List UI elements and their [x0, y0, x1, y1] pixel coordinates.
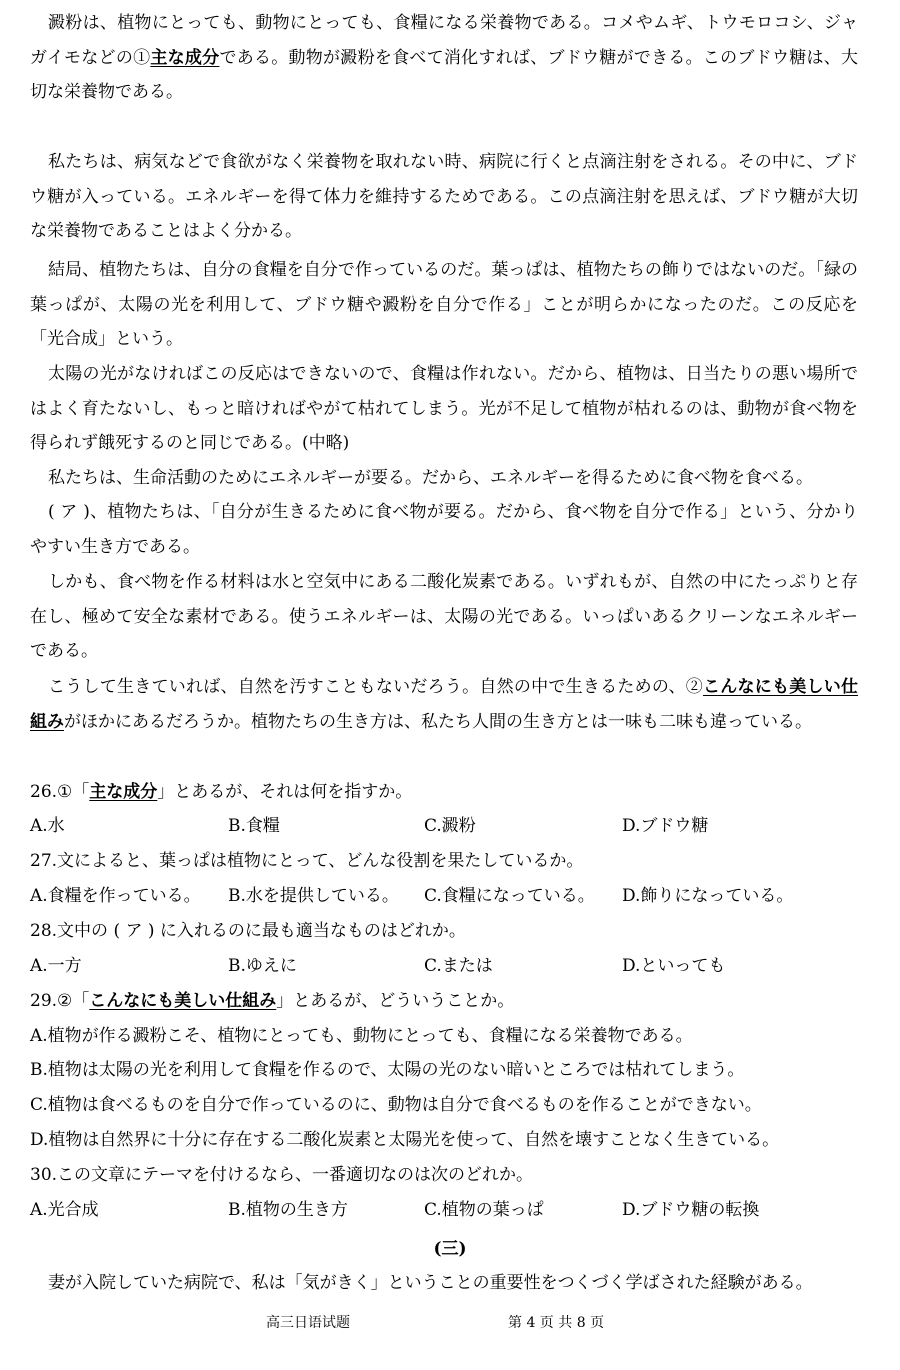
question-27: 27.文によると、葉っぱは植物にとって、どんな役割を果たしているか。	[30, 851, 584, 871]
section-heading: (三)	[433, 1239, 467, 1259]
underlined-phrase-2: こんなにも美しい仕組み	[30, 677, 858, 732]
passage-paragraph-2: 私たちは、病気などで食欲がなく栄養物を取れない時、病院に行くと点滴注射をされる。その中に、ブドウ糖が入っている。エネルギーを得て体力を維持するためである。この点滴注射を思えば、ブドウ糖が大切な栄養物であることはよく分かる。	[30, 152, 858, 242]
option-a: A.一方	[30, 956, 82, 976]
option-a: A.食糧を作っている。	[30, 886, 201, 906]
passage-paragraph-5: 私たちは、生命活動のためにエネルギーが要る。だから、エネルギーを得るために食べ物を食べる。	[48, 468, 813, 488]
question-26: 26.①「主な成分」とあるが、それは何を指すか。	[30, 782, 413, 802]
question-27-options	[30, 879, 870, 913]
option-d: D.植物は自然界に十分に存在する二酸化炭素と太陽光を使って、自然を壊すことなく生きている。	[30, 1130, 780, 1150]
option-a: A.光合成	[30, 1200, 99, 1220]
option-b: B.食糧	[228, 816, 280, 836]
passage-text: 澱粉は、植物にとっても、動物にとっても、食糧になる栄養物である。コメやムギ、トウモロコシ、ジャガイモなどの①	[30, 13, 858, 68]
passage-paragraph-8	[30, 670, 858, 739]
underlined-phrase-1: 主な成分	[150, 47, 220, 68]
option-b: B.水を提供している。	[228, 886, 399, 906]
option-d: D.ブドウ糖	[622, 816, 709, 836]
question-26-options	[30, 809, 870, 843]
option-d: D.といっても	[622, 956, 726, 976]
option-b: B.植物の生き方	[228, 1200, 348, 1220]
question-28-options	[30, 949, 870, 983]
question-29-underlined: こんなにも美しい仕組み	[89, 991, 277, 1011]
passage-text: である。動物が澱粉を食べて消化すれば、ブドウ糖ができる。このブドウ糖は、大切な栄養物である。	[30, 47, 859, 103]
question-30: 30.この文章にテーマを付けるなら、一番適切なのは次のどれか。	[30, 1165, 534, 1185]
footer-exam-title: 高三日语试题	[266, 1315, 350, 1331]
question-26-underlined: 主な成分	[89, 782, 158, 802]
passage-paragraph-3: 結局、植物たちは、自分の食糧を自分で作っているのだ。葉っぱは、植物たちの飾りではないのだ。「緑の葉っぱが、太陽の光を利用して、ブドウ糖や澱粉を自分で作る」ことが明らかになったのだ。この反応を「光合成」という。	[30, 260, 858, 350]
option-c: C.または	[424, 956, 493, 976]
option-a: A.植物が作る澱粉こそ、植物にとっても、動物にとっても、食糧になる栄養物である。	[30, 1026, 693, 1046]
passage-text: こうして生きていれば、自然を汚すこともないだろう。自然の中で生きるための、②	[48, 677, 703, 697]
option-c: C.植物の葉っぱ	[424, 1200, 544, 1220]
question-28: 28.文中の ( ア ) に入れるのに最も適当なものはどれか。	[30, 921, 466, 941]
option-d: D.飾りになっている。	[622, 886, 794, 906]
passage-paragraph-1	[30, 6, 858, 110]
option-c: C.植物は食べるものを自分で作っているのに、動物は自分で食べるものを作ることができない。	[30, 1095, 762, 1115]
passage-paragraph-6: ( ア )、植物たちは、「自分が生きるために食べ物が要る。だから、食べ物を自分で作る」という、分かりやすい生き方である。	[30, 502, 858, 557]
question-29: 29.②「こんなにも美しい仕組み」とあるが、どういうことか。	[30, 991, 515, 1011]
option-c: C.食糧になっている。	[424, 886, 595, 906]
option-b: B.植物は太陽の光を利用して食糧を作るので、太陽の光のない暗いところでは枯れてしまう。	[30, 1060, 745, 1080]
passage-text: がほかにあるだろうか。植物たちの生き方は、私たち人間の生き方とは一味も二味も違っている。	[64, 711, 812, 732]
option-c: C.澱粉	[424, 816, 476, 836]
footer-page-number: 第 4 页 共 8 页	[508, 1315, 605, 1331]
passage-paragraph-4: 太陽の光がなければこの反応はできないので、食糧は作れない。だから、植物は、日当たりの悪い場所ではよく育たないし、もっと暗ければやがて枯れてしまう。光が不足して植物が枯れるのは、動物が食べ物を得られず餓死するのと同じである。(中略)	[30, 364, 858, 454]
passage-paragraph-7: しかも、食べ物を作る材料は水と空気中にある二酸化炭素である。いずれもが、自然の中にたっぷりと存在し、極めて安全な素材である。使うエネルギーは、太陽の光である。いっぱいあるクリーンなエネルギーである。	[30, 572, 858, 662]
section-3-intro: 妻が入院していた病院で、私は「気がきく」ということの重要性をつくづく学ばされた経験がある。	[48, 1273, 813, 1293]
question-30-options	[30, 1193, 870, 1227]
option-b: B.ゆえに	[228, 956, 297, 976]
option-a: A.水	[30, 816, 65, 836]
option-d: D.ブドウ糖の転換	[622, 1200, 760, 1220]
